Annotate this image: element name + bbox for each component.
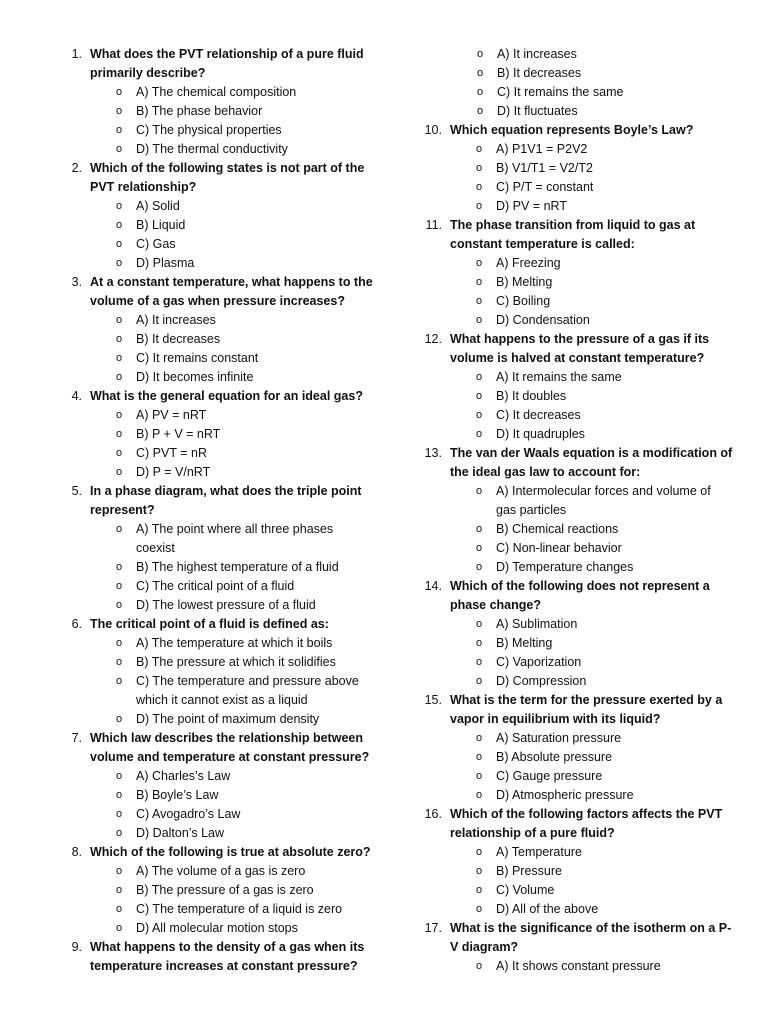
question-item [424,330,734,444]
option-bullet: o [476,428,483,440]
question-text: Which equation represents Boyle’s Law? [450,123,694,137]
question-number: 5. [71,484,82,498]
answer-option [424,64,734,83]
option-bullet: o [116,789,123,801]
question-text: What happens to the pressure of a gas if its volume is halved at constant temperature? [450,332,710,365]
answer-option [90,805,374,824]
option-bullet: o [116,922,123,934]
answer-option [450,539,734,558]
option-bullet: o [476,162,483,174]
answer-option [90,786,374,805]
option-bullet: o [477,48,484,60]
question-item [424,444,734,577]
question-number: 16. [424,807,442,821]
answer-option [450,900,734,919]
answer-option [450,178,734,197]
option-bullet: o [477,105,484,117]
option-text: C) Gas [136,237,176,251]
option-text: C) The physical properties [136,123,282,137]
option-text: B) Melting [496,275,553,289]
question-item [64,159,374,273]
answer-option [90,102,374,121]
answer-options [450,482,734,577]
option-text: B) V1/T1 = V2/T2 [496,161,593,175]
question-text: The critical point of a fluid is defined as: [90,617,329,631]
option-bullet: o [476,523,483,535]
option-bullet: o [116,656,123,668]
answer-option [450,843,734,862]
option-bullet: o [116,447,123,459]
question-text: What does the PVT relationship of a pure fluid primarily describe? [90,47,364,80]
answer-option [450,957,734,976]
question-item [424,691,734,805]
option-text: B) It decreases [497,66,582,80]
option-text: A) It remains the same [496,370,622,384]
answer-option [90,862,374,881]
answer-option [90,558,374,577]
question-item [424,121,734,216]
option-text: B) Boyle’s Law [136,788,219,802]
option-text: D) All of the above [496,902,599,916]
question-item [424,577,734,691]
answer-option [424,83,734,102]
option-text: D) It quadruples [496,427,585,441]
answer-options [90,520,374,615]
option-text: C) It decreases [496,408,581,422]
answer-option [450,634,734,653]
option-text: D) Dalton’s Law [136,826,225,840]
option-text: A) The volume of a gas is zero [136,864,306,878]
answer-options [90,406,374,482]
option-bullet: o [476,485,483,497]
answer-option [90,824,374,843]
question-item [424,805,734,919]
option-bullet: o [116,865,123,877]
answer-options [450,615,734,691]
answer-option [450,425,734,444]
answer-option [90,121,374,140]
option-bullet: o [476,390,483,402]
option-text: B) It doubles [496,389,567,403]
answer-option [450,748,734,767]
answer-option [450,767,734,786]
option-bullet: o [476,903,483,915]
option-bullet: o [476,884,483,896]
answer-option [90,634,374,653]
question-item [64,615,374,729]
option-bullet: o [116,314,123,326]
answer-option [450,159,734,178]
option-bullet: o [477,86,484,98]
option-bullet: o [476,181,483,193]
answer-options [90,767,374,843]
question-number: 6. [71,617,82,631]
answer-options [450,957,734,976]
answer-option [90,653,374,672]
answer-option [450,520,734,539]
option-text: D) Plasma [136,256,195,270]
answer-option [450,862,734,881]
answer-option [90,216,374,235]
option-bullet: o [116,352,123,364]
option-text: A) The temperature at which it boils [136,636,333,650]
option-text: D) P = V/nRT [136,465,211,479]
option-bullet: o [116,580,123,592]
option-text: C) Volume [496,883,555,897]
question-number: 9. [71,940,82,954]
option-bullet: o [116,827,123,839]
option-bullet: o [476,314,483,326]
answer-option [90,919,374,938]
question-text: What is the general equation for an ideal gas? [90,389,363,403]
option-text: B) The pressure at which it solidifies [136,655,336,669]
answer-option [450,387,734,406]
answer-options [450,140,734,216]
answer-option [450,672,734,691]
option-text: C) Boiling [496,294,551,308]
option-text: D) PV = nRT [496,199,567,213]
option-bullet: o [476,200,483,212]
question-number: 14. [424,579,442,593]
question-text: Which of the following states is not part of the PVT relationship? [90,161,365,194]
option-text: C) It remains the same [497,85,624,99]
left-column [64,45,374,976]
question-text: Which of the following is true at absolute zero? [90,845,371,859]
question-item [64,45,374,159]
answer-options [450,843,734,919]
option-bullet: o [116,599,123,611]
option-text: B) Melting [496,636,553,650]
answer-option [90,463,374,482]
question-number: 8. [71,845,82,859]
option-text: A) P1V1 = P2V2 [496,142,588,156]
question-item [64,482,374,615]
question-text: The van der Waals equation is a modification of the ideal gas law to account for: [450,446,733,479]
answer-option [450,254,734,273]
option-bullet: o [476,542,483,554]
option-bullet: o [116,884,123,896]
answer-option [450,197,734,216]
option-bullet: o [116,466,123,478]
question-text: What happens to the density of a gas when its temperature increases at constant pressure? [90,940,365,973]
answer-option [90,881,374,900]
option-text: D) Compression [496,674,587,688]
answer-option [90,900,374,919]
option-text: D) Atmospheric pressure [496,788,634,802]
answer-option [450,273,734,292]
option-bullet: o [476,846,483,858]
question-item [64,729,374,843]
continued-options [424,45,734,121]
option-bullet: o [116,675,123,687]
question-number: 13. [424,446,442,460]
question-number: 17. [424,921,442,935]
option-bullet: o [116,770,123,782]
question-text: Which of the following factors affects the PVT relationship of a pure fluid? [450,807,723,840]
question-item [64,273,374,387]
option-bullet: o [476,960,483,972]
option-bullet: o [116,371,123,383]
option-bullet: o [476,143,483,155]
answer-option [450,482,734,520]
option-text: B) Chemical reactions [496,522,619,536]
option-bullet: o [116,86,123,98]
answer-option [450,615,734,634]
option-text: A) Temperature [496,845,582,859]
answer-options [450,729,734,805]
answer-options [90,311,374,387]
option-bullet: o [476,276,483,288]
answer-option [90,330,374,349]
option-text: B) P + V = nRT [136,427,221,441]
question-text: What is the significance of the isotherm on a P-V diagram? [450,921,732,954]
answer-option [90,767,374,786]
answer-option [90,83,374,102]
option-bullet: o [116,124,123,136]
question-text: The phase transition from liquid to gas at constant temperature is called: [450,218,696,251]
option-text: B) The pressure of a gas is zero [136,883,314,897]
option-bullet: o [116,523,123,535]
option-text: D) The thermal conductivity [136,142,288,156]
option-text: C) PVT = nR [136,446,207,460]
answer-option [424,45,734,64]
answer-option [90,140,374,159]
answer-option [90,425,374,444]
answer-option [450,140,734,159]
option-bullet: o [477,67,484,79]
option-bullet: o [476,789,483,801]
option-text: B) Absolute pressure [496,750,613,764]
option-text: A) Sublimation [496,617,578,631]
option-text: A) Solid [136,199,180,213]
option-bullet: o [116,257,123,269]
question-number: 15. [424,693,442,707]
option-bullet: o [116,637,123,649]
option-text: B) The phase behavior [136,104,263,118]
option-text: C) P/T = constant [496,180,594,194]
option-bullet: o [476,656,483,668]
option-bullet: o [476,295,483,307]
option-text: C) Vaporization [496,655,582,669]
question-number: 4. [71,389,82,403]
answer-option [90,710,374,729]
answer-option [90,672,374,710]
option-text: D) Condensation [496,313,590,327]
option-bullet: o [476,618,483,630]
question-item [64,938,374,976]
option-bullet: o [116,333,123,345]
answer-option [450,558,734,577]
option-bullet: o [116,409,123,421]
answer-option [450,368,734,387]
answer-option [90,349,374,368]
answer-option [424,102,734,121]
answer-option [450,292,734,311]
option-text: A) Saturation pressure [496,731,622,745]
option-text: B) The highest temperature of a fluid [136,560,339,574]
option-bullet: o [116,143,123,155]
answer-options [90,197,374,273]
option-bullet: o [116,238,123,250]
option-bullet: o [116,903,123,915]
option-bullet: o [476,371,483,383]
option-bullet: o [476,637,483,649]
option-bullet: o [116,713,123,725]
option-bullet: o [476,751,483,763]
answer-option [90,520,374,558]
option-text: B) Liquid [136,218,186,232]
option-text: D) It fluctuates [497,104,578,118]
question-number: 3. [71,275,82,289]
option-text: B) It decreases [136,332,221,346]
option-text: D) The point of maximum density [136,712,320,726]
answer-option [450,311,734,330]
option-text: A) The chemical composition [136,85,297,99]
answer-option [450,653,734,672]
option-text: C) Gauge pressure [496,769,603,783]
answer-option [450,881,734,900]
option-text: C) Avogadro’s Law [136,807,241,821]
option-bullet: o [476,257,483,269]
option-text: C) Non-linear behavior [496,541,622,555]
answer-options [450,368,734,444]
option-text: A) Intermolecular forces and volume of gas particles [496,484,711,517]
option-text: C) The temperature and pressure above which it cannot exist as a liquid [136,674,359,707]
option-text: A) Freezing [496,256,561,270]
question-number: 1. [71,47,82,61]
question-item [424,216,734,330]
question-text: Which law describes the relationship between volume and temperature at constant pressure? [90,731,370,764]
answer-option [450,729,734,748]
option-bullet: o [476,770,483,782]
answer-option [450,786,734,805]
option-bullet: o [116,105,123,117]
option-text: D) The lowest pressure of a fluid [136,598,316,612]
answer-options [90,634,374,729]
option-bullet: o [476,561,483,573]
option-bullet: o [116,200,123,212]
option-text: D) It becomes infinite [136,370,254,384]
question-text: Which of the following does not represent a phase change? [450,579,710,612]
question-text: What is the term for the pressure exerted by a vapor in equilibrium with its liquid? [450,693,723,726]
answer-option [90,577,374,596]
option-text: A) It increases [497,47,577,61]
question-number: 12. [424,332,442,346]
option-text: C) The temperature of a liquid is zero [136,902,343,916]
option-text: A) It shows constant pressure [496,959,661,973]
option-bullet: o [476,865,483,877]
answer-options [90,862,374,938]
answer-option [90,596,374,615]
option-text: A) It increases [136,313,216,327]
option-text: A) The point where all three phases coexist [136,522,334,555]
option-bullet: o [116,219,123,231]
right-column [424,45,734,976]
question-item [64,843,374,938]
answer-options [450,254,734,330]
option-text: A) PV = nRT [136,408,207,422]
option-bullet: o [116,561,123,573]
option-text: C) It remains constant [136,351,259,365]
option-text: C) The critical point of a fluid [136,579,295,593]
question-number: 7. [71,731,82,745]
question-text: At a constant temperature, what happens to the volume of a gas when pressure increases? [90,275,373,308]
answer-option [90,197,374,216]
question-item [64,387,374,482]
option-bullet: o [476,732,483,744]
option-bullet: o [116,808,123,820]
option-text: D) All molecular motion stops [136,921,298,935]
answer-option [90,368,374,387]
option-bullet: o [476,409,483,421]
option-bullet: o [476,675,483,687]
option-text: B) Pressure [496,864,562,878]
answer-option [90,254,374,273]
answer-option [90,235,374,254]
option-bullet: o [116,428,123,440]
answer-option [90,444,374,463]
question-number: 11. [425,218,442,232]
question-item [424,919,734,976]
option-text: D) Temperature changes [496,560,634,574]
answer-options [90,83,374,159]
answer-option [90,406,374,425]
question-text: In a phase diagram, what does the triple point represent? [90,484,362,517]
option-text: A) Charles’s Law [136,769,231,783]
question-number: 2. [71,161,82,175]
answer-option [450,406,734,425]
answer-option [90,311,374,330]
question-number: 10. [424,123,442,137]
